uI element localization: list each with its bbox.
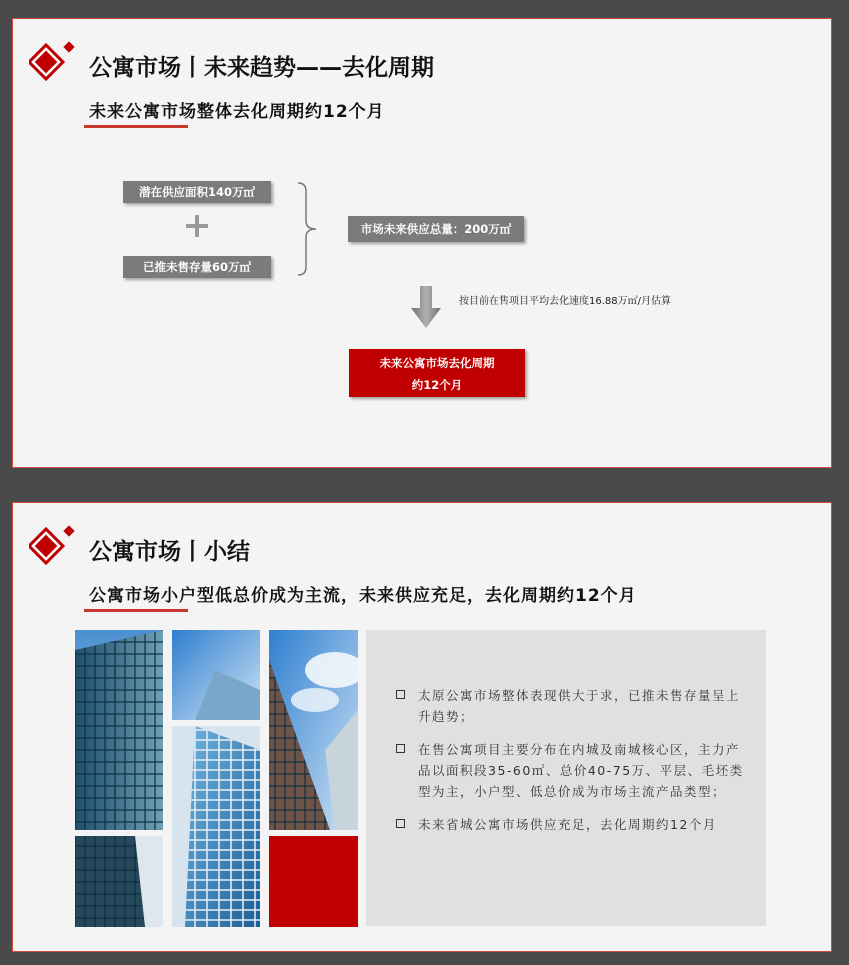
total-supply-box: 市场未来供应总量：200万㎡ <box>348 216 524 242</box>
summary-bullet: 未来省城公寓市场供应充足，去化周期约12个月 <box>396 814 744 835</box>
potential-supply-box: 潜在供应面积140万㎡ <box>123 181 271 203</box>
summary-bullet: 在售公寓项目主要分布在内城及南城核心区，主力产品以面积段35-60㎡、总价40-75万、平层、毛坯类型为主，小户型、低总价成为市场主流产品类型； <box>396 739 744 802</box>
estimate-note: 按目前在售项目平均去化速度16.88万㎡/月估算 <box>459 296 671 307</box>
square-bullet-icon <box>396 744 405 753</box>
result-line1: 未来公寓市场去化周期 <box>379 356 495 370</box>
down-arrow-icon <box>411 286 441 328</box>
page-title: 公寓市场丨小结 <box>89 539 250 565</box>
brace-icon <box>296 181 318 277</box>
square-bullet-icon <box>396 690 405 699</box>
page-subtitle: 公寓市场小户型低总价成为主流，未来供应充足，去化周期约12个月 <box>89 586 637 606</box>
summary-panel <box>366 630 766 926</box>
summary-bullet: 太原公寓市场整体表现供大于求，已推未售存量呈上升趋势； <box>396 685 744 727</box>
red-diamond-logo-icon <box>29 525 83 569</box>
plus-icon <box>183 212 211 240</box>
page-title: 公寓市场丨未来趋势——去化周期 <box>89 55 434 81</box>
slide-summary <box>12 502 832 952</box>
unsold-stock-box: 已推未售存量60万㎡ <box>123 256 271 278</box>
building-photo-collage <box>75 630 358 927</box>
square-bullet-icon <box>396 819 405 828</box>
red-diamond-logo-icon <box>29 41 83 85</box>
result-box <box>349 349 525 397</box>
slide-trend <box>12 18 832 468</box>
result-line2: 约12个月 <box>411 378 463 392</box>
page-subtitle: 未来公寓市场整体去化周期约12个月 <box>89 102 385 122</box>
subtitle-underline <box>84 125 188 128</box>
subtitle-underline <box>84 609 188 612</box>
